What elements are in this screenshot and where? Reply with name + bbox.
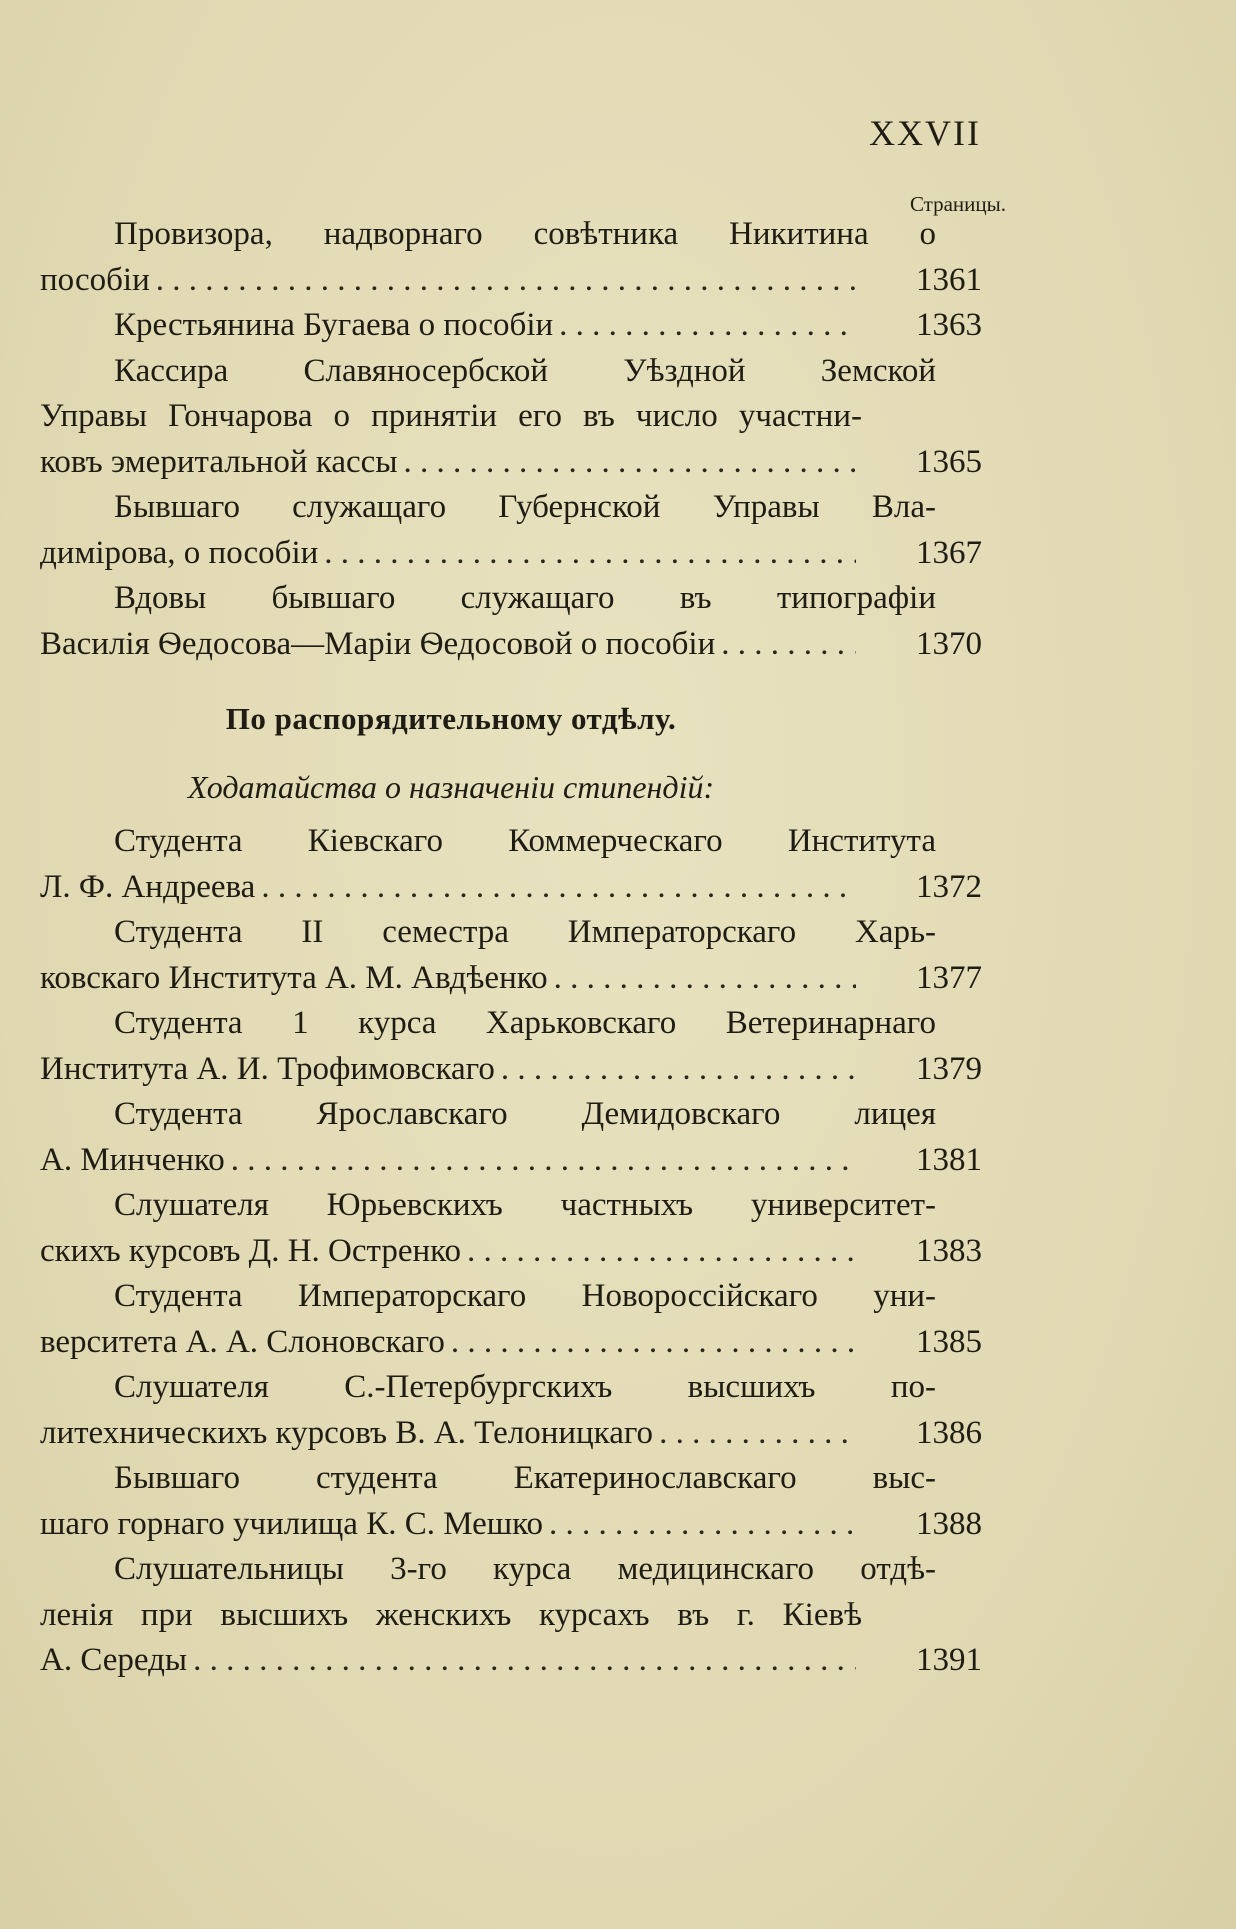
entry-text-line: ленія при высшихъ женскихъ курсахъ въ г. Кіевѣ (40, 1596, 862, 1633)
toc-entry (40, 485, 982, 576)
toc-entry (40, 349, 982, 486)
dot-leader (324, 531, 856, 577)
toc-entry (40, 1001, 982, 1092)
page-reference: 1385 (916, 1323, 982, 1360)
dot-leader (659, 1411, 856, 1457)
dot-leader (156, 258, 856, 304)
entry-text-line: Студента Кіевскаго Коммерческаго Института (114, 823, 936, 859)
toc-entry (40, 1365, 982, 1456)
table-of-contents (40, 212, 982, 1684)
toc-entry (40, 576, 982, 667)
dot-leader (231, 1138, 856, 1184)
entry-text-line: Студента Императорскаго Новороссійскаго уни- (114, 1278, 936, 1314)
entry-text-line: Студента II семестра Императорскаго Харь- (114, 914, 936, 950)
page-reference: 1361 (916, 261, 982, 298)
toc-entry (40, 1547, 982, 1684)
page-reference: 1365 (916, 443, 982, 480)
page-reference: 1372 (916, 868, 982, 905)
page-reference: 1381 (916, 1141, 982, 1178)
entry-text-line: пособіи (40, 261, 150, 298)
page-reference: 1370 (916, 625, 982, 662)
dot-leader (451, 1320, 856, 1366)
toc-entry (40, 1274, 982, 1365)
page-reference: 1367 (916, 534, 982, 571)
entry-text-line: Слушателя Юрьевскихъ частныхъ университет- (114, 1187, 936, 1223)
entry-text-line: шаго горнаго училища К. С. Мешко (40, 1505, 544, 1542)
dot-leader (721, 622, 856, 668)
entries-top (40, 212, 982, 667)
dot-leader (467, 1229, 856, 1275)
entry-text-line: верситета А. А. Слоновскаго (40, 1323, 445, 1360)
page-reference: 1377 (916, 959, 982, 996)
entry-text-line: А. Минченко (40, 1141, 225, 1178)
page-reference: 1388 (916, 1505, 982, 1542)
dot-leader (193, 1638, 856, 1684)
page-reference: 1379 (916, 1050, 982, 1087)
entry-text-line: Вдовы бывшаго служащаго въ типографіи (114, 580, 936, 616)
toc-entry (40, 1183, 982, 1274)
dot-leader (404, 440, 857, 486)
entry-text-line: А. Середы (40, 1642, 188, 1678)
entry-text-line: Провизора, надворнаго совѣтника Никитина о (114, 216, 936, 252)
dot-leader (554, 956, 856, 1002)
dot-leader (549, 1502, 856, 1548)
entry-text-line: Крестьянина Бугаева о пособіи (114, 307, 554, 343)
entry-text-line: Кассира Славяносербской Уѣздной Земской (114, 352, 936, 389)
page-reference: 1386 (916, 1414, 982, 1451)
entry-text-line: Института А. И. Трофимовскаго (40, 1050, 495, 1087)
page-reference: 1383 (916, 1232, 982, 1269)
dot-leader (559, 303, 856, 349)
entry-text-line: Л. Ф. Андреева (40, 868, 256, 905)
entries-bottom (40, 819, 982, 1684)
entry-text-line: Бывшаго служащаго Губернской Управы Вла- (114, 489, 936, 525)
subsection-title: Ходатайства о назначеніи стипендій: (187, 769, 715, 805)
toc-entry (40, 819, 982, 910)
entry-text-line: литехническихъ курсовъ В. А. Телоницкаго (40, 1414, 654, 1451)
toc-entry (40, 303, 982, 349)
page-reference: 1363 (916, 307, 982, 343)
dot-leader (261, 865, 856, 911)
section-title: По распорядительному отдѣлу. (225, 701, 677, 736)
toc-entry (40, 212, 982, 303)
entry-text-line: Василія Ѳедосова—Маріи Ѳедосовой о пособіи (40, 625, 716, 662)
entry-text-line: скихъ курсовъ Д. Н. Остренко (40, 1232, 461, 1269)
pages-column-header: Страницы. (909, 192, 1006, 216)
entry-text-line: ковъ эмеритальной кассы (40, 443, 398, 480)
entry-text-line: Слушателя С.-Петербургскихъ высшихъ по- (114, 1369, 936, 1405)
entry-text-line: Студента 1 курса Харьковскаго Ветеринарнаго (114, 1005, 936, 1041)
entry-text-line: Слушательницы 3-го курса медицинскаго отдѣ- (114, 1551, 936, 1587)
entry-text-line: ковскаго Института А. М. Авдѣенко (40, 959, 548, 996)
entry-text-line: димірова, о пособіи (40, 534, 319, 571)
page-reference: 1391 (916, 1642, 982, 1678)
entry-text-line: Бывшаго студента Екатеринославскаго выс- (114, 1460, 936, 1496)
dot-leader (501, 1047, 856, 1093)
toc-entry (40, 1456, 982, 1547)
entry-text-line: Студента Ярославскаго Демидовскаго лицея (114, 1096, 936, 1132)
toc-entry (40, 910, 982, 1001)
toc-entry (40, 1092, 982, 1183)
entry-text-line: Управы Гончарова о принятіи его въ число участни- (40, 398, 862, 434)
page-number: XXVII (869, 113, 981, 153)
